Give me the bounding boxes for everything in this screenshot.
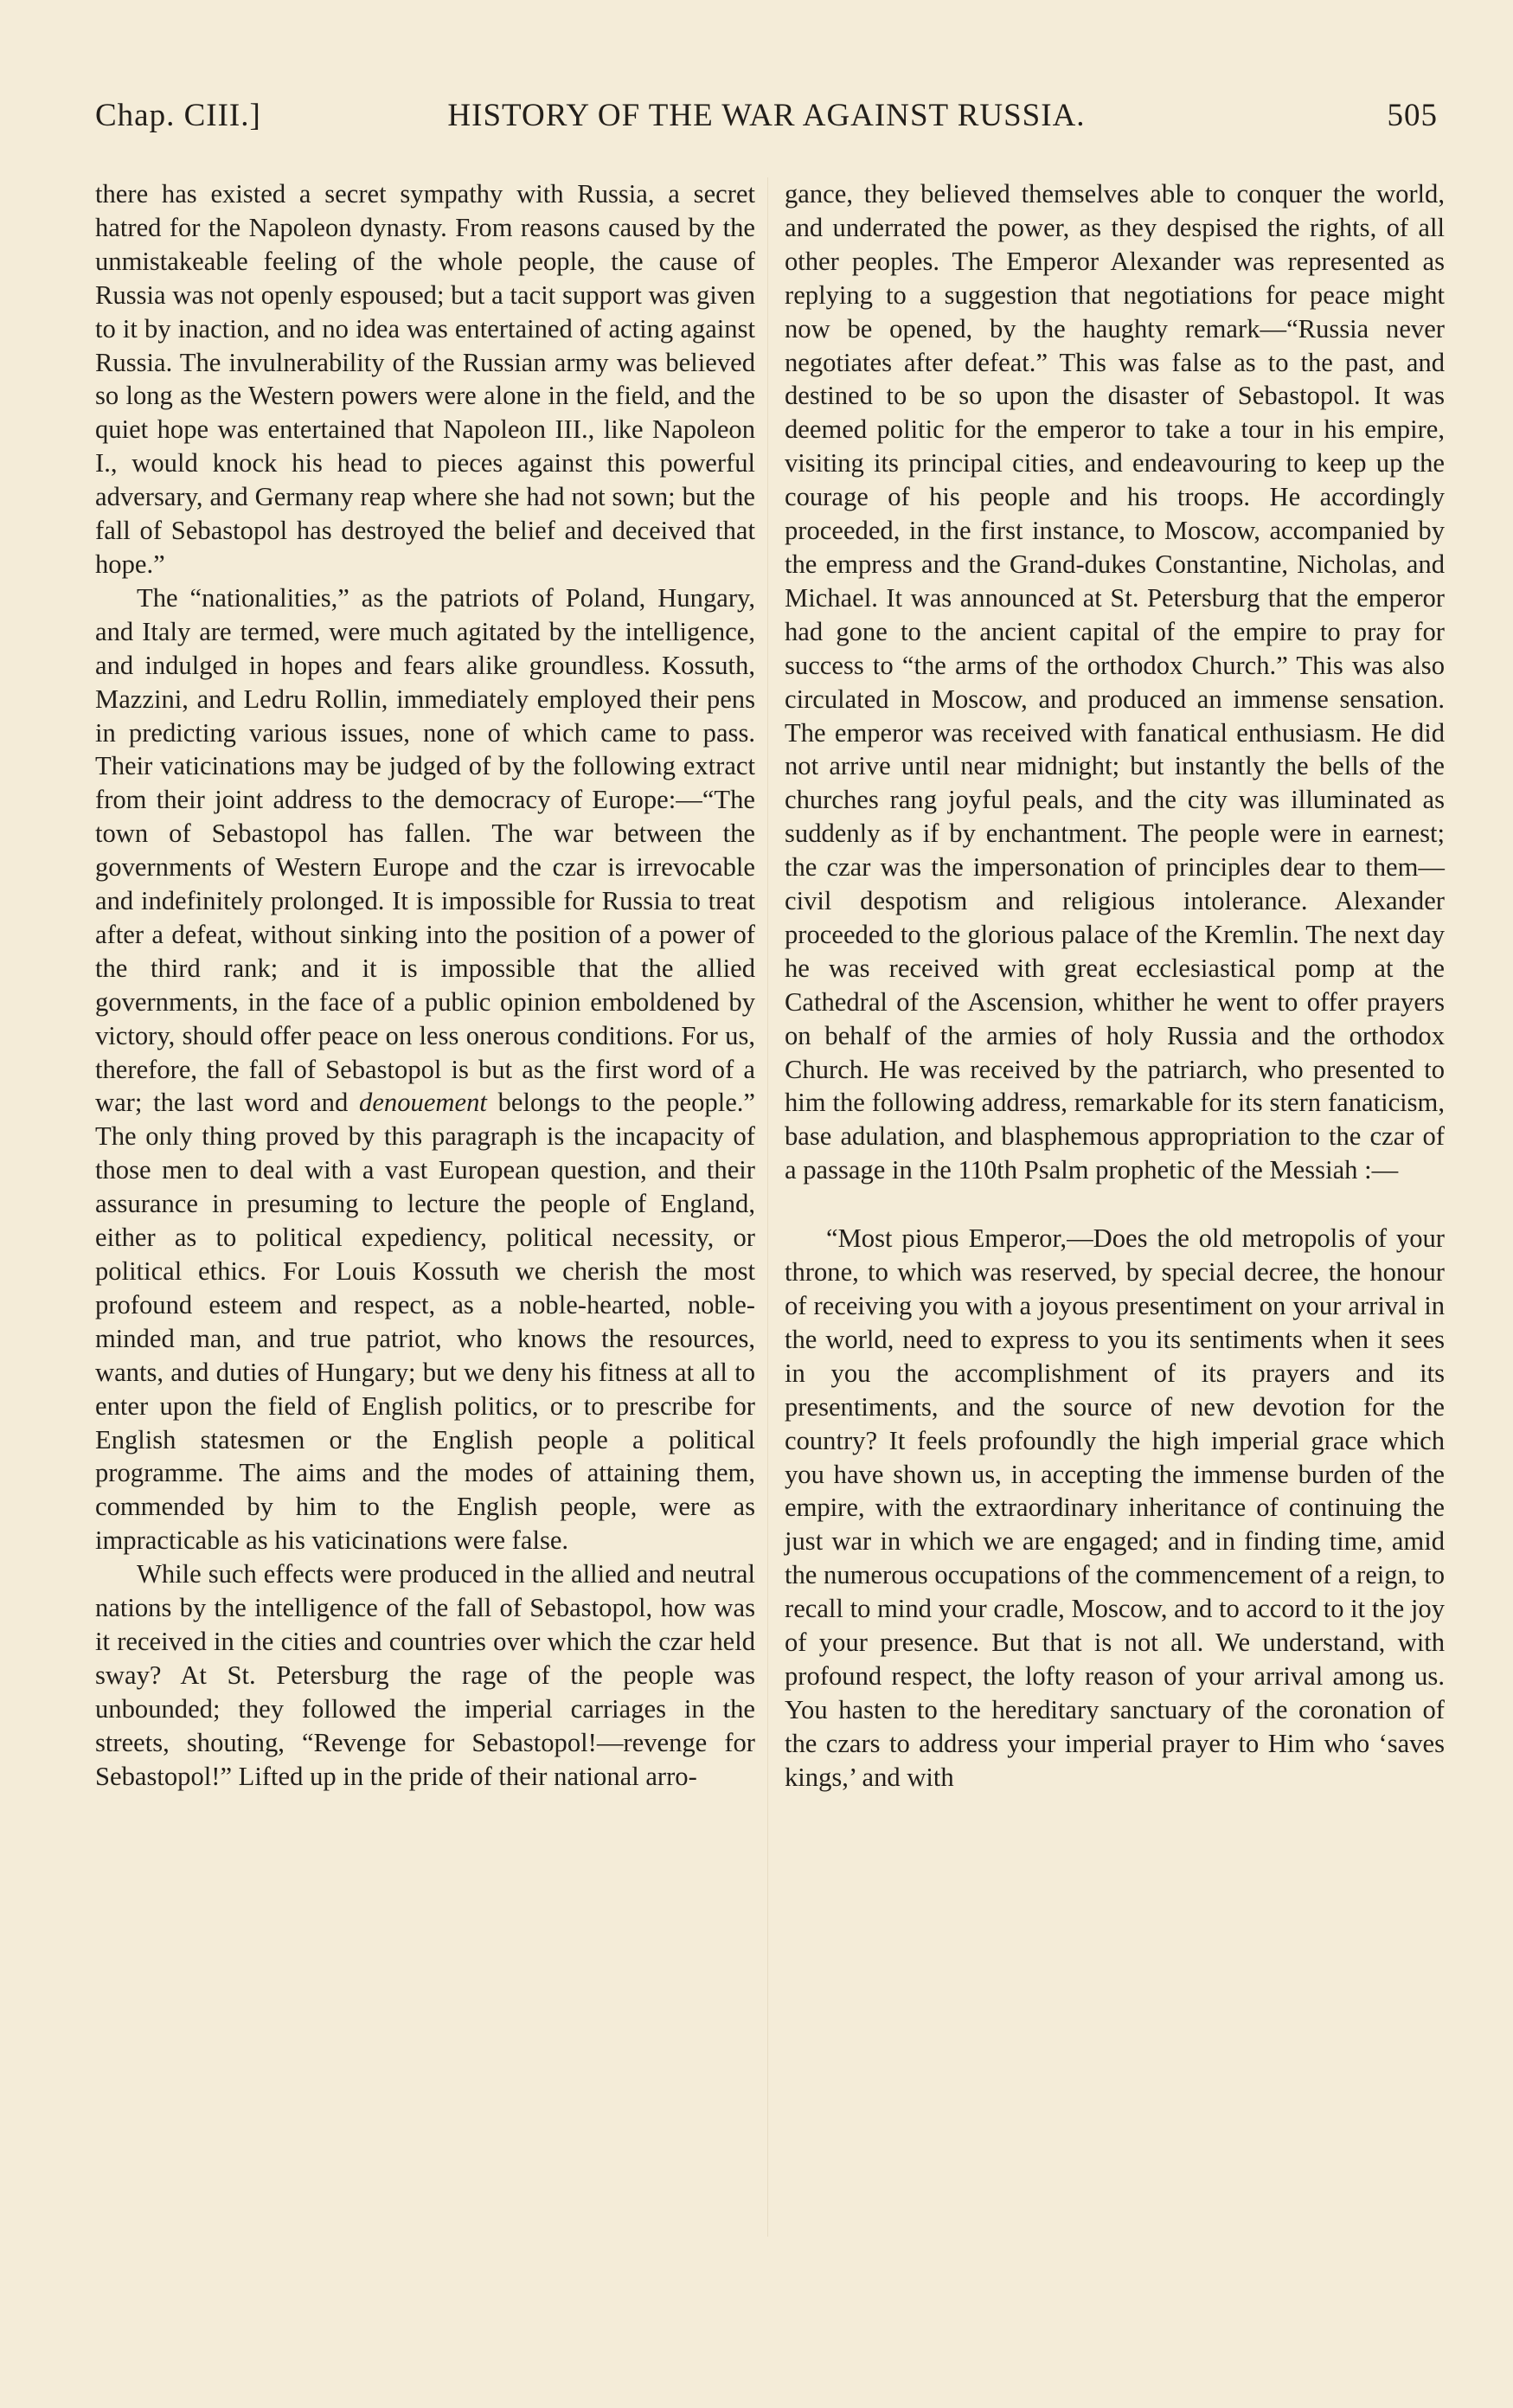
chapter-label: Chap. CIII.] [95,98,261,133]
paragraph: there has existed a secret sympathy with Russia, a secret hatred for the Napoleon dynasty. From reasons caused by the unmistakeable feeling of the whole people, the cause of Russia was not openly espoused; but a tacit support was given to it by inaction, and no idea was entertained of acting against Russia. The invulnerability of the Russian army was believed so long as the Western powers were alone in the field, and the quiet hope was entertained that Napoleon III., like Napoleon I., would knock his head to pieces against this powerful adversary, and Germany reap where she had not sown; but the fall of Sebastopol has destroyed the belief and deceived that hope.” [95,179,755,579]
right-column [785,177,1445,1795]
paragraph [95,581,755,1557]
paragraph-text: The “nationalities,” as the patriots of Poland, Hungary, and Italy are termed, were much agitated by the intelligence, and indulged in hopes and fears alike groundless. Kossuth, Mazzini, and Ledru Rollin, immediately employed their pens in predicting various issues, none of which came to pass. Their vaticinations may be judged of by the following extract from their joint address to the democracy of Europe:—“The town of Sebastopol has fallen. The war between the governments of Western Europe and the czar is irrevocable and indefinitely prolonged. It is impossible for Russia to treat after a defeat, without sinking into the position of a power of the third rank; and it is impossible that the allied governments, in the face of a public opinion emboldened by victory, should offer peace on less onerous conditions. For us, therefore, the fall of Sebastopol is but as the first word of a war; the last word and [95,582,755,1118]
paragraph: While such effects were produced in the allied and neutral nations by the intelligence of the fall of Sebastopol, how was it received in the cities and countries over which the czar held sway? At St. Petersburg the rage of the people was unbounded; they followed the imperial carriages in the streets, shouting, “Revenge for Sebastopol!—revenge for Sebastopol!” Lifted up in the pride of their national arro- [95,1559,755,1791]
running-header [95,97,1438,152]
paragraph: gance, they believed themselves able to conquer the world, and underrated the power, as they despised the rights, of all other peoples. The Emperor Alexander was represented as replying to a suggestion that negotiations for peace might now be opened, by the haughty remark—“Russia never negotiates after defeat.” This was false as to the past, and destined to be so upon the disaster of Sebastopol. It was deemed politic for the emperor to take a tour in his empire, visiting its principal cities, and endeavouring to keep up the courage of his people and his troops. He accordingly proceeded, in the first instance, to Moscow, accompanied by the empress and the Grand-dukes Constantine, Nicholas, and Michael. It was announced at St. Petersburg that the emperor had gone to the ancient capital of the empire to pray for success to “the arms of the orthodox Church.” This was also circulated in Moscow, and produced an immense sensation. The emperor was received with fanatical enthusiasm. He did not arrive until near midnight; but instantly the bells of the churches rang joyful peals, and the city was illuminated as suddenly as if by enchantment. The people were in earnest; the czar was the impersonation of principles dear to them—civil despotism and religious intolerance. Alexander proceeded to the glorious palace of the Kremlin. The next day he was received with great ecclesiastical pomp at the Cathedral of the Ascension, whither he went to offer prayers on behalf of the armies of holy Russia and the orthodox Church. He was received by the patriarch, who presented to him the following address, remarkable for its stern fanaticism, base adulation, and blasphemous appropriation to the czar of a passage in the 110th Psalm prophetic of the Messiah :— [785,179,1445,1185]
paragraph-text: belongs to the people.” The only thing proved by this paragraph is the incapacity of those men to deal with a vast European question, and their assurance in presuming to lecture the people of England, either as to political expediency, political necessity, or political ethics. For Louis Kossuth we cherish the most profound esteem and respect, as a noble-hearted, noble-minded man, and true patriot, who knows the resources, wants, and duties of Hungary; but we deny his fitness at all to enter upon the field of English politics, or to prescribe for English statesmen or the English people a political programme. The aims and the modes of attaining them, commended by him to the English people, were as impracticable as his vaticinations were false. [95,1088,756,1556]
page-title: HISTORY OF THE WAR AGAINST RUSSIA. [447,98,1086,133]
column-gutter [767,177,768,2237]
quoted-address: “Most pious Emperor,—Does the old metropolis of your throne, to which was reserved, by special decree, the honour of receiving you with a joyous presentiment on your arrival in the world, need to express to you its sentiments when it sees in you the accomplishment of its prayers and its presentiments, and the source of new devotion for the country? It feels profoundly the high imperial grace which you have shown us, in accepting the immense burden of the empire, with the extraordinary inheritance of continuing the just war in which we are engaged; and in finding time, amid the numerous occupations of the commencement of a reign, to recall to mind your cradle, Moscow, and to accord to it the joy of your presence. But that is not all. We understand, with profound respect, the lofty reason of your arrival among us. You hasten to the hereditary sanctuary of the coronation of the czars to address your imperial prayer to Him who ‘saves kings,’ and with [785,1223,1445,1792]
left-column [95,177,755,1794]
italic-term: denouement [359,1088,487,1118]
page-number: 505 [1387,98,1438,133]
